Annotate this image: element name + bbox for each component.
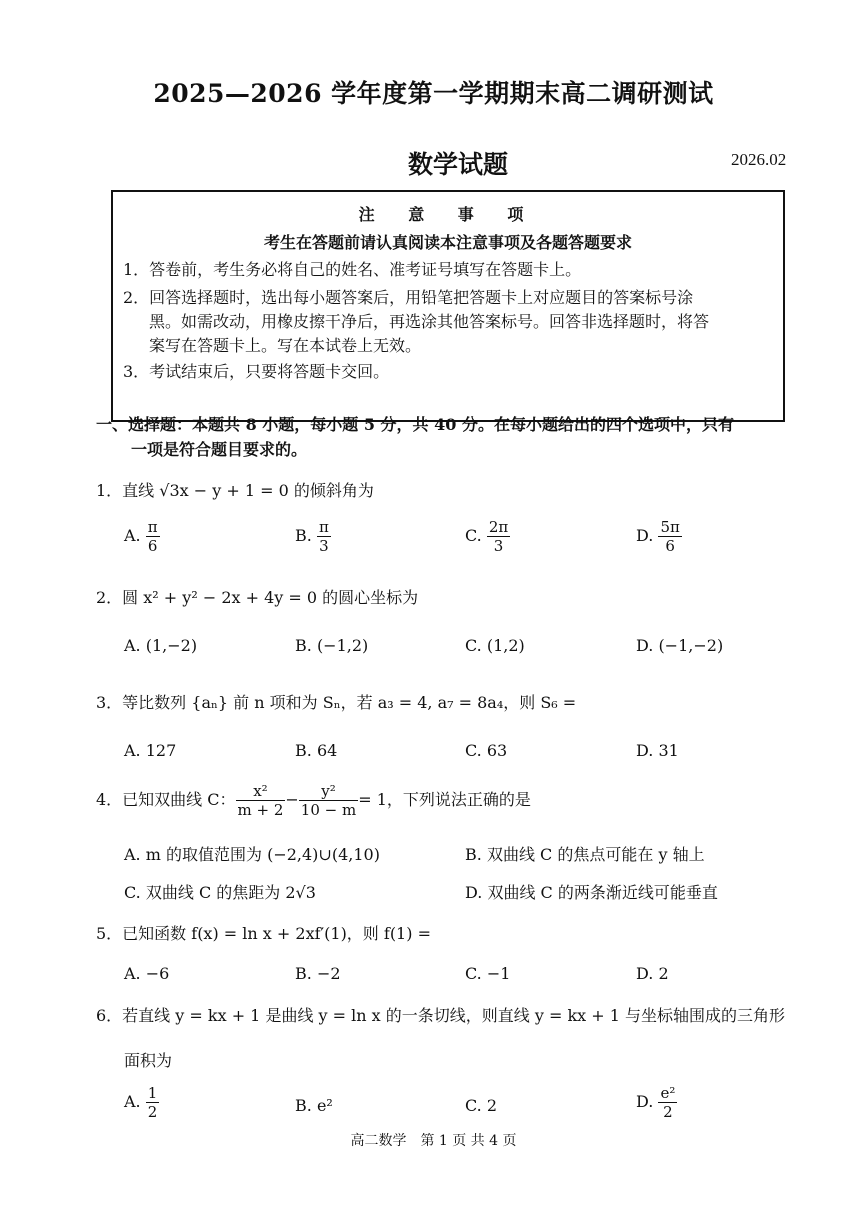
option-text: −2 [316, 964, 341, 983]
option-label: D. [636, 964, 654, 983]
question-4-option-d[interactable] [465, 880, 718, 903]
notice-heading: 注 意 事 项 [358, 205, 538, 224]
question-3-option-b[interactable] [295, 741, 337, 760]
fraction-numerator: e² [660, 1084, 676, 1102]
fraction [658, 518, 681, 555]
exam-subtitle: 数学试题 [408, 150, 509, 179]
question-2-option-c[interactable] [465, 636, 525, 655]
question-4-stem-suffix: = 1，下列说法正确的是 [358, 790, 531, 809]
fraction-denominator: 10 − m [300, 801, 357, 819]
option-label: B. [465, 845, 482, 864]
option-text: (1,2) [486, 636, 525, 655]
question-4-option-b[interactable] [465, 842, 705, 865]
question-5-option-d[interactable] [636, 964, 669, 983]
question-3-option-a[interactable] [124, 741, 176, 760]
fraction-numerator: 1 [147, 1084, 158, 1102]
notice-box [111, 190, 785, 422]
page-footer: 高二数学 第 1 页 共 4 页 [350, 1133, 517, 1149]
option-label: A. [124, 526, 141, 545]
question-4-stem-prefix: 4．已知双曲线 C： [96, 790, 236, 809]
option-label: C. [465, 964, 482, 983]
option-label: A. [124, 1092, 141, 1111]
notice-item-2-cont2: 案写在答题卡上。写在本试卷上无效。 [149, 336, 422, 355]
question-2-stem: 2．圆 x² + y² − 2x + 4y = 0 的圆心坐标为 [96, 588, 419, 607]
fraction-numerator: π [318, 518, 329, 536]
option-text: 2 [486, 1096, 498, 1115]
option-label: C. [124, 883, 141, 902]
exam-title: 2025—2026 学年度第一学期期末高二调研测试 [153, 79, 714, 108]
option-text: 双曲线 C 的焦距为 2√3 [145, 883, 316, 902]
option-label: C. [465, 526, 482, 545]
fraction [146, 1084, 160, 1121]
question-1-option-b[interactable] [295, 518, 331, 555]
question-6-stem-cont: 面积为 [124, 1051, 173, 1070]
minus-sign: − [285, 790, 299, 809]
question-4-stem [96, 782, 531, 819]
fraction [658, 1084, 677, 1121]
option-label: D. [465, 883, 483, 902]
fraction-denominator: 6 [147, 537, 158, 555]
question-2-option-d[interactable] [636, 636, 723, 655]
question-1-stem: 1．直线 √3x − y + 1 = 0 的倾斜角为 [96, 481, 374, 500]
question-2-option-a[interactable] [124, 636, 197, 655]
fraction-denominator: 2 [663, 1103, 673, 1121]
option-label: A. [124, 741, 141, 760]
option-text: 127 [145, 741, 177, 760]
option-text: e² [316, 1096, 333, 1115]
fraction-numerator: π [147, 518, 158, 536]
fraction-denominator: 6 [665, 537, 675, 555]
option-label: B. [295, 526, 312, 545]
question-1-option-a[interactable] [124, 518, 160, 555]
fraction-denominator: 3 [493, 537, 504, 555]
option-label: B. [295, 964, 312, 983]
fraction-denominator: 3 [319, 537, 329, 555]
question-1-option-d[interactable] [636, 518, 682, 555]
question-5-option-a[interactable] [124, 964, 169, 983]
option-text: 双曲线 C 的两条渐近线可能垂直 [487, 883, 718, 902]
notice-item-2: 2．回答选择题时，选出每小题答案后，用铅笔把答题卡上对应题目的答案标号涂 [123, 288, 694, 307]
fraction-denominator: m + 2 [237, 801, 284, 819]
option-label: A. [124, 636, 141, 655]
option-text: (1,−2) [145, 636, 198, 655]
question-5-option-b[interactable] [295, 964, 341, 983]
option-label: D. [636, 1092, 654, 1111]
notice-item-1: 1．答卷前，考生务必将自己的姓名、准考证号填写在答题卡上。 [123, 260, 582, 279]
notice-item-2-cont: 黑。如需改动，用橡皮擦干净后，再选涂其他答案标号。回答非选择题时，将答 [149, 312, 710, 331]
question-3-option-d[interactable] [636, 741, 679, 760]
option-text: 64 [316, 741, 338, 760]
fraction [299, 782, 358, 819]
option-text: −6 [145, 964, 170, 983]
question-3-stem: 3．等比数列 {aₙ} 前 n 项和为 Sₙ，若 a₃ = 4, a₇ = 8a₄，则 S₆ = [96, 693, 577, 712]
question-5-option-c[interactable] [465, 964, 510, 983]
fraction [317, 518, 331, 555]
option-label: B. [295, 636, 312, 655]
option-text: m 的取值范围为 (−2,4)∪(4,10) [145, 845, 380, 864]
question-6-option-c[interactable] [465, 1096, 497, 1115]
option-label: B. [295, 1096, 312, 1115]
section-header: 一、选择题：本题共 8 小题，每小题 5 分，共 40 分。在每小题给出的四个选项中，只有 [96, 415, 734, 434]
fraction-numerator: y² [299, 782, 358, 801]
option-text: (−1,2) [316, 636, 369, 655]
question-6-option-b[interactable] [295, 1096, 333, 1115]
option-label: C. [465, 741, 482, 760]
fraction-numerator: 2π [488, 518, 509, 536]
notice-item-3: 3．考试结束后，只要将答题卡交回。 [123, 362, 390, 381]
option-text: 双曲线 C 的焦点可能在 y 轴上 [486, 845, 705, 864]
option-text: 2 [658, 964, 669, 983]
fraction-denominator: 2 [147, 1103, 158, 1121]
option-label: A. [124, 845, 141, 864]
option-label: D. [636, 636, 654, 655]
fraction [487, 518, 510, 555]
section-header-cont: 一项是符合题目要求的。 [131, 440, 308, 459]
question-6-stem: 6．若直线 y = kx + 1 是曲线 y = ln x 的一条切线，则直线 y = kx + 1 与坐标轴围成的三角形 [96, 1006, 786, 1025]
notice-subheading: 考生在答题前请认真阅读本注意事项及各题答题要求 [263, 233, 632, 252]
question-4-option-c[interactable] [124, 880, 316, 903]
option-label: C. [465, 1096, 482, 1115]
fraction-numerator: 5π [660, 518, 680, 536]
option-label: D. [636, 526, 654, 545]
option-label: D. [636, 741, 654, 760]
question-1-option-c[interactable] [465, 518, 510, 555]
question-4-option-a[interactable] [124, 842, 380, 865]
option-label: A. [124, 964, 141, 983]
question-6-option-a[interactable] [124, 1084, 159, 1121]
fraction [236, 782, 286, 819]
option-text: −1 [486, 964, 511, 983]
exam-date: 2026.02 [731, 150, 787, 169]
option-text: (−1,−2) [658, 636, 724, 655]
option-text: 63 [486, 741, 508, 760]
option-label: C. [465, 636, 482, 655]
fraction [146, 518, 160, 555]
fraction-numerator: x² [236, 782, 286, 801]
option-label: B. [295, 741, 312, 760]
question-5-stem: 5．已知函数 f(x) = ln x + 2xf′(1)，则 f(1) = [96, 924, 431, 943]
question-2-option-b[interactable] [295, 636, 368, 655]
option-text: 31 [658, 741, 679, 760]
question-6-option-d[interactable] [636, 1084, 677, 1121]
question-3-option-c[interactable] [465, 741, 507, 760]
